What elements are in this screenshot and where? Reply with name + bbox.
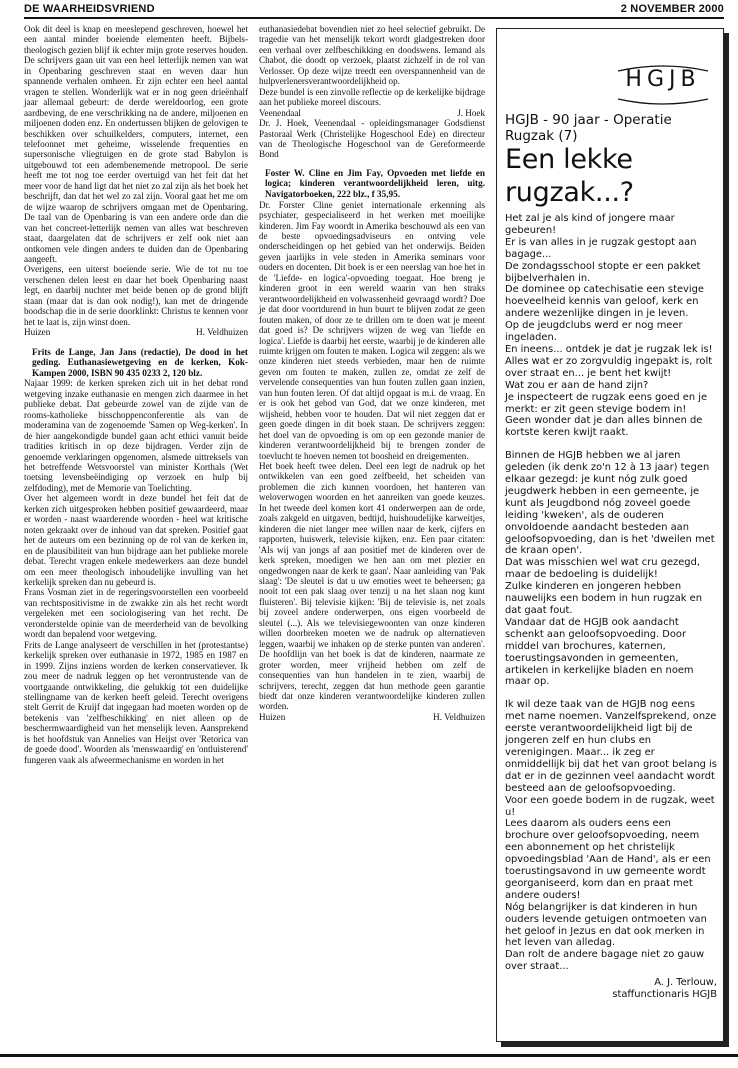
box-paragraph: Op de jeugdclubs werd er nog meer ingeladen. bbox=[505, 320, 683, 344]
review-heading: Frits de Lange, Jan Jans (redactie), De dood in het geding. Euthanasiewetgeving en de kerken, Kok-Kampen 2000, ISBN 90 435 0233 2, 120 blz. bbox=[32, 346, 248, 378]
box-paragraph: Vandaar dat de HGJB ook aandacht schenkt aan geloofsopvoeding. Door middel van brochures, katernen, toerustingsavonden in gemeenten, artikelen in kerkelijke bladen en noem maar op. bbox=[505, 616, 694, 688]
article-paragraph: Deze bundel is een zinvolle reflectie op de kerkelijke bijdrage aan het publieke moreel discours. bbox=[259, 86, 485, 108]
signature-name: A. J. Terlouw, bbox=[654, 977, 717, 989]
box-paragraph: Geen wonder dat je dan alles binnen de kortste keren kwijt raakt. bbox=[505, 415, 703, 439]
issue-date: 2 NOVEMBER 2000 bbox=[620, 3, 724, 15]
box-paragraph: Zulke kinderen en jongeren hebben nauwelijks een bodem in hun rugzak en dat gaat fout. bbox=[505, 581, 702, 616]
signature-place: Huizen bbox=[259, 711, 286, 722]
box-paragraph: De zondagsschool stopte er een pakket bijbelverhalen in. bbox=[505, 260, 701, 284]
article-paragraph: Ook dit deel is knap en meeslepend geschreven, hoewel het een aantal minder boeiende elementen heeft. Bijbels-theologisch gezien blijf ik echter mijn grote reserves houden. De schrijvers gaan uit van een heel letterlijk nemen van wat in Openbaring geschreven staat en weven daar hun spannende verhalen omheen. Er zijn echter een heel aantal vragen te stellen. Wonderlijk wat er in nog geen drieënhalf jaar allemaal gebeurt: de derde wereldoorlog, een grote aardbeving, de ene verschrikking na de andere, miljoenen en miljoenen doden enz. En ondertussen blijken de gelovigen te beschikken over schuilkelders, computers, internet, een telefoonnet met geheime, wisselende frequenties en supersonische vliegtuigen en de grote stad Babylon is uitgebouwd tot een adembenemende metropool. De serie heeft me tot nog toe eerder overtuigd van het feit dat het meer voor de hand ligt dat het niet zo zal zijn als het boek het beschrijft, dan dat het wel zo zal zijn. Vooral gaat het me om de wijze waarop de schrijvers omgaan met de Openbaring. De taal van de Openbaring is van een andere orde dan die van het concreet-letterlijk nemen van alles wat beschreven staat, daargelaten dat de schrijvers er zelf ook niet aan ontkomen vele dingen anders te duiden dan de Openbaring aangeeft. bbox=[24, 24, 248, 264]
box-subtitle: HGJB - 90 jaar - Operatie Rugzak (7) bbox=[505, 112, 672, 144]
page-header bbox=[24, 3, 724, 17]
signature-name: H. Veldhuizen bbox=[433, 711, 485, 722]
box-paragraph: En ineens... ontdek je dat je rugzak lek is! bbox=[505, 343, 713, 355]
article-paragraph: Over het algemeen wordt in deze bundel het feit dat de kerken zich uitgesproken hebben positief gewaardeerd, maar er worden - naast waarderende woorden - heel wat kritische noten gekraakt over de inhoud van dat spreken. Positief gaat het de auteurs om een bezinning op de rol van de kerken in, en de plausibiliteit van hun bijdrage aan het publieke morele debat. Terecht vragen enkele medewerkers aan deze bundel om een meer theologisch inhoudelijke invulling van het kerkelijk spreken dan nu gebeurd is. bbox=[24, 493, 248, 587]
box-paragraph: De dominee op catechisatie een stevige hoeveelheid kennis van geloof, kerk en andere wezenlijke dingen in je leven. bbox=[505, 284, 704, 320]
hgjb-box bbox=[496, 28, 724, 1042]
box-body bbox=[505, 213, 717, 1001]
hgjb-logo bbox=[614, 65, 712, 105]
signature-place: Veenendaal bbox=[259, 107, 301, 118]
box-paragraph: Ik wil deze taak van de HGJB nog eens met name noemen. Vanzelfsprekend, onze eerste verantwoordelijkheid ligt bij de jongeren zelf en hun clubs en verenigingen. Maar... ik zeg er onmiddellijk bij dat het van groot belang is dat er in de gezinnen veel aandacht wordt besteed aan de geloofsopvoeding. bbox=[505, 699, 717, 794]
box-paragraph: Alles wat er zo zorgvuldig ingepakt is, rolt over straat en... je bent het kwijt! bbox=[505, 355, 713, 379]
signature bbox=[259, 108, 485, 118]
header-rule bbox=[24, 17, 724, 19]
signature bbox=[24, 327, 248, 337]
signature bbox=[259, 712, 485, 722]
column-middle bbox=[259, 24, 485, 722]
paragraph-gap bbox=[505, 439, 717, 450]
publication-name: DE WAARHEIDSVRIEND bbox=[24, 3, 155, 15]
signature-place: Huizen bbox=[24, 327, 51, 338]
article-paragraph: Dr. Forster Cline geniet internationale erkenning als psychiater, gespecialiseerd in het werken met moeilijke kinderen. Jim Fay woordt in Amerika beschouwd als een van de beste opvoedingsadviseurs en ontving vele onderscheidingen op het gebied van het onderwijs. Beiden geven jaarlijks in vele steden in Amerika seminars voor ouders en docenten. Dit boek is er een neerslag van hoe het in de 'Liefde- en logica'-opvoeding toegaat. Hoe breng je kinderen groot in een wereld waarin van hen straks verantwoordelijkheid en volwassenheid gevraagd wordt? Doe je dat door voortdurend in hun buurt te blijven zodat ze geen fouten maken, of door ze te drillen om te doen wat je meent dat goed is? De schrijvers wijzen de weg van 'liefde en logica'. Liefde is daarbij het eerste, waarbij je de kinderen alle ruimte krijgen om fouten te maken. Logica wil zeggen: als we onze kinderen niet steeds verbieden, maar hen de ruimte geven om fouten te maken, zullen ze, omdat ze zelf de vervelende consequenties van hun fouten zullen gaan inzien, van hun fouten leren. Of dat altijd opgaat is m.i. de vraag. En er is ook het gebod van God, dat we onze kinderen, met wijsheid, hebben voor te houden. Dat wil niet zeggen dat er geen goede dingen in dit boek staan. De schrijvers zeggen: het doel van de opvoeding is om op een gezonde manier de kinderen verantwoordelijkheid bij te brengen zonder de toevlucht te hoeven nemen tot boosheid en dreigementen. bbox=[259, 199, 486, 461]
box-title: Een lekke rugzak...? bbox=[505, 144, 634, 208]
logo-text: HGJB bbox=[625, 67, 701, 92]
box-signature bbox=[505, 977, 717, 1001]
box-paragraph: Voor een goede bodem in de rugzak, weet u! bbox=[505, 794, 715, 818]
box-paragraph: Dan rolt de andere bagage niet zo gauw over straat... bbox=[505, 949, 705, 973]
signature-role: staffunctionaris HGJB bbox=[612, 989, 717, 1001]
page-bottom-rule bbox=[0, 1054, 738, 1057]
box-paragraph: Dat was misschien wel wat cru gezegd, maar de bedoeling is duidelijk! bbox=[505, 557, 700, 581]
signature-name: H. Veldhuizen bbox=[196, 327, 248, 338]
column-left bbox=[24, 24, 248, 765]
article-paragraph: Het boek heeft twee delen. Deel een legt de nadruk op het ontwikkelen van een goed zelfbeeld, het scheiden van problemen die zich kunnen voordoen, het hanteren van weloverwogen woorden en het aanreiken van goede keuzes. In het tweede deel komen kort 41 onderwerpen aan de orde, zoals zakgeld en uitgaven, bedtijd, huishoudelijke karweitjes, kinderen die niet langer mee willen naar de kerk, cijfers en rapporten, huiswerk, televisie kijken, enz. Een paar citaten: 'Als wij van jongs af aan positief met de kinderen over de kerk spreken, moedigen we hen aan om met plezier en ongedwongen naar de kerk te gaan'. Naar aanleiding van 'Pak slaag': 'De sleutel is dat u uw emoties weet te beheersen; ga nooit tot een pak slaag over tenzij u na het slaan nog kunt fluisteren'. Bij televisie kijken: 'Bij de televisie is, net zoals bij zoveel andere onderwerpen, ons eigen voorbeeld de sleutel (...). Als we televisiegewoonten van onze kinderen willen doorbreken moeten we de nadruk op alternatieven leggen, waarbij we inhaken op de sterke punten van anderen'. De hoofdlijn van het boek is dat de kinderen, naarmate ze groter worden, meer vrijheid hebben om zelf de consequenties van hun handelen in te zien, waarbij de schrijvers, terecht, zeggen dat hun methode geen garantie biedt dat onze kinderen verantwoordelijke kinderen zullen worden. bbox=[259, 461, 485, 712]
signature-name: J. Hoek bbox=[457, 107, 485, 118]
article-paragraph: Overigens, een uiterst boeiende serie. Wie de tot nu toe verschenen delen leest en daar het boek Openbaring naast legt, en daarbij nuchter met beide benen op de grond blijft staan (maar dat is dan ook nodig!), kan met de dringende boodschap die in de serie doorklinkt: Christus te kennen voor het te laat is, zijn winst doen. bbox=[24, 264, 248, 327]
box-paragraph: Je inspecteert de rugzak eens goed en je merkt: er zit geen stevige bodem in! bbox=[505, 391, 708, 415]
box-paragraph: Lees daarom als ouders eens een brochure over geloofsopvoeding, neem een abonnement op het christelijk opvoedingsblad 'Aan de Hand', als er een toerustingsavond in uw gemeente wordt georganiseerd, kom dan en praat met andere ouders! bbox=[505, 818, 711, 901]
article-paragraph: Frits de Lange analyseert de verschillen in het (protestantse) kerkelijk spreken over euthanasie in 1972, 1985 en 1987 en in 1999. Zijns inziens worden de kerken conservatiever. Ik zou meer de nadruk leggen op het verontrustende van de voortgaande ontwikkeling, die gelukkig tot een duidelijke stellingname van de kerken heeft geleid. Terecht overigens stelt Gerrit de Kruijf dat ingegaan had moeten worden op de betekenis van 'zelfbeschikking' en niet alleen op de beschermwaardigheid van het menselijk leven. Aansprekend is het hoofdstuk van Annelies van Heijst over 'Retorica van de goede dood'. Woorden als 'menswaardig' en 'ontluisterend' fungeren vaak als afweermechanisme en worden in het bbox=[24, 639, 248, 765]
paragraph-gap bbox=[505, 688, 717, 699]
box-paragraph: Er is van alles in je rugzak gestopt aan bagage... bbox=[505, 236, 697, 260]
box-paragraph: Het zal je als kind of jongere maar gebeuren! bbox=[505, 213, 675, 236]
review-heading: Foster W. Cline en Jim Fay, Opvoeden met liefde en logica; kinderen verantwoordelijkheid leren, uitg. Navigatorboeken, 222 blz., f 35,95. bbox=[265, 167, 485, 200]
box-paragraph: Wat zou er aan de hand zijn? bbox=[505, 379, 649, 391]
article-paragraph: Frans Vosman ziet in de regeringsvoorstellen een voorbeeld van rechtspositivisme in de zwakke zin als het recht wordt vergeleken met een sociologisering van het recht. De veronderstelde opinie van de meerderheid van de bevolking wordt dan bepalend voor wetgeving. bbox=[24, 587, 248, 640]
box-paragraph: Nóg belangrijker is dat kinderen in hun ouders levende getuigen ontmoeten van het geloof in Jezus en dat ook merken in het leven van alledag. bbox=[505, 901, 707, 949]
box-paragraph: Binnen de HGJB hebben we al jaren geleden (ik denk zo'n 12 à 13 jaar) tegen elkaar gezegd: je kunt nóg zulk goed jeugdwerk hebben in een gemeente, je kunt als Jeugdbond nóg zoveel goede leiding 'kweken', als de ouderen onvoldoende aandacht besteden aan geloofsopvoeding, dan is het 'dweilen met de kraan open'. bbox=[505, 450, 715, 557]
author-description: Dr. J. Hoek, Veenendaal - opleidingsmanager Godsdienst Pastoraal Werk (Christelijke Hogeschool Ede) en directeur van de Theologische Hogeschool van de Gereformeerde Bond bbox=[259, 118, 485, 160]
article-paragraph: Najaar 1999: de kerken spreken zich uit in het debat rond wetgeving inzake euthanasie en mengen zich daarmee in het publieke debat. Dat gebeurde zowel van de zijde van de rooms-katholieke bisschoppenconferentie als van de moderamina van de zogenoemde 'Samen op Weg-kerken'. In de hier aangekondigde bundel gaan acht ethici vanuit beide tradities kritisch in op deze bijdragen. Verder zijn de genoemde verklaringen opgenomen, alsmede uittreksels van het betreffende Wetsvoorstel van minister Korthals (Wet toetsing levensbeëindiging op verzoek en hulp bij zelfdoding), met de Memorie van Toelichting. bbox=[24, 378, 248, 493]
article-paragraph: euthanasiedebat bovendien niet zo heel selectief gebruikt. De tragedie van het menselijk tekort wordt gladgestreken door een verhaal over zelfbeschikking en doodswens. Iemand als Chabot, die doodt op verzoek, plaatst zichzelf in de rol van Verlosser. Op deze wijze treedt een overspannenheid van de hulpverlenersverantwoordelijkheid op. bbox=[259, 24, 485, 87]
